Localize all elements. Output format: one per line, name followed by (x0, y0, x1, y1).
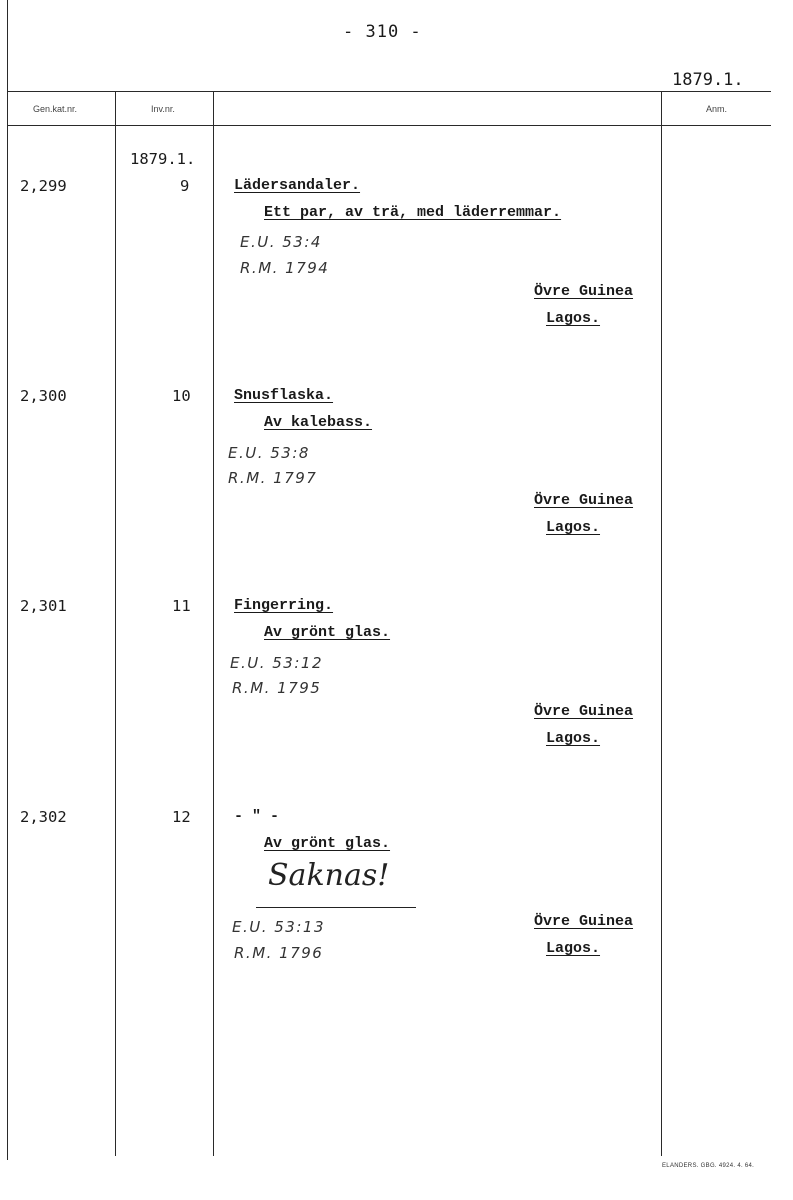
column-rule-2 (213, 91, 214, 1156)
left-margin-rule (7, 0, 8, 1160)
entry-region: Övre Guinea (534, 492, 634, 509)
remark-underline (256, 907, 416, 908)
entry-note-rm: R.M. 1796 (234, 944, 324, 962)
entry-title-ditto: - " - (234, 808, 280, 825)
entry-title: Snusflaska. (234, 387, 334, 404)
header-year: 1879.1. (672, 70, 744, 90)
column-header-inv-nr: Inv.nr. (151, 104, 175, 114)
header-rule-bottom (7, 125, 771, 126)
header-rule-top (7, 91, 771, 92)
entry-place: Lagos. (546, 310, 601, 327)
entry-note-rm: R.M. 1794 (240, 259, 330, 277)
column-rule-1 (115, 91, 116, 1156)
column-rule-3 (661, 91, 662, 1156)
column-header-anm: Anm. (706, 104, 728, 114)
entry-title: Fingerring. (234, 597, 334, 614)
entry-note-eu: E.U. 53:8 (228, 444, 310, 462)
entry-inv-nr: 11 (172, 597, 191, 615)
entry-note-rm: R.M. 1797 (228, 469, 318, 487)
entry-inv-nr: 9 (180, 177, 190, 195)
entry-place: Lagos. (546, 940, 601, 957)
entry-region: Övre Guinea (534, 703, 634, 720)
page-number: - 310 - (343, 22, 422, 42)
column-header-gen-kat-nr: Gen.kat.nr. (33, 104, 78, 114)
group-year: 1879.1. (130, 150, 196, 168)
entry-note-eu: E.U. 53:4 (240, 233, 322, 251)
entry-description: Av grönt glas. (264, 835, 391, 852)
entry-remark-handwritten: Saknas! (268, 858, 390, 893)
entry-description: Av grönt glas. (264, 624, 391, 641)
entry-inv-nr: 10 (172, 387, 191, 405)
entry-region: Övre Guinea (534, 913, 634, 930)
entry-note-eu: E.U. 53:13 (232, 918, 325, 936)
entry-inv-nr: 12 (172, 808, 191, 826)
entry-place: Lagos. (546, 519, 601, 536)
entry-place: Lagos. (546, 730, 601, 747)
entry-note-eu: E.U. 53:12 (230, 654, 323, 672)
entry-gen-kat-nr: 2,301 (20, 597, 67, 615)
entry-description: Ett par, av trä, med läderremmar. (264, 204, 562, 221)
entry-gen-kat-nr: 2,300 (20, 387, 67, 405)
entry-title: Lädersandaler. (234, 177, 361, 194)
entry-region: Övre Guinea (534, 283, 634, 300)
entry-gen-kat-nr: 2,299 (20, 177, 67, 195)
entry-description: Av kalebass. (264, 414, 373, 431)
printer-imprint: ELANDERS. GBG. 4924. 4. 64. (662, 1163, 755, 1169)
entry-note-rm: R.M. 1795 (232, 679, 322, 697)
entry-gen-kat-nr: 2,302 (20, 808, 67, 826)
